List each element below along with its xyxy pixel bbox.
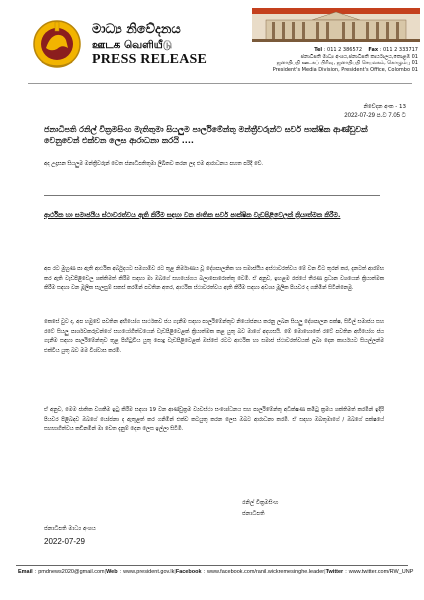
tel-label: Tel — [314, 47, 323, 53]
twitter-link[interactable]: www.twitter.com/RW_UNP — [348, 569, 414, 575]
signature-title: ජනාධිපති — [242, 511, 265, 517]
twitter-label: Twitter — [325, 569, 344, 575]
footer-email[interactable]: Email : pmdnews2020@gmail.com — [18, 569, 105, 575]
email-label: Email — [18, 569, 33, 575]
presidential-secretariat-building-icon — [252, 8, 420, 42]
section-divider — [44, 195, 380, 196]
issue-date: 2022-07-29 — [44, 537, 85, 546]
body-paragraph: අප රට මුහුණ පා ඇති ආර්ථික අර්බුදයට සමගාමීව රට තුළ නිර්මාණය වූ දේශපාලනික හා සමාජයීය අස්ථාවරත්වය මේ වන විට තුරන් කර, දැනටත් ආරම්භ කර ඇති වැඩපිළිවෙල ශක්තිමත් කිරීම සඳහා මා ඔබගේ සහයෝගය බලාපොරොත්තු වෙමි. ඒ අනුව, ඉහළම රජයේ තීරණ ප්‍රධාන වශයෙන් ක්‍රියාත්මක කිරීම සඳහා වන මූලික සැලසුම් සකස් කරමින් පවතින අතර, ආර්ථික ස්ථාවරත්වය ඇති කිරීම සඳහා අවශ්‍ය මූලික පියවර ද ගනිමින් සිටින්නෙමු. — [44, 266, 384, 292]
facebook-label: Facebook — [175, 569, 202, 575]
address-sinhala: ජනාධිපති මාධ්‍ය අංශය,ජනාධිපති කාර්යාලය,කොළඹ 01 — [300, 53, 418, 60]
section-title: ආර්ථික හා සමාජයීය ස්ථාවරත්වය ඇති කිරීම සඳහා වන ජාතික සර්ව පාක්ෂික වැඩපිළිවෙලක් ක්‍රියාත්මක කිරීම. — [44, 211, 341, 219]
intro-paragraph: අද උදෑසන සියලුම මන්ත්‍රීවරුන් වෙත ජනාධිපතිතුමා ලිඛිතව කරන ලද එම ආරාධනය පහත පරිදි වේ. — [44, 161, 264, 167]
masthead-title-tamil: ஊடக வெளியீடு — [92, 39, 173, 51]
release-number: නිවේදන අංක - 13 — [363, 104, 406, 110]
fax-number: 011 2 333717 — [383, 47, 418, 53]
signature-name: රනිල් වික්‍රමසිංහ — [242, 500, 279, 506]
email-link[interactable]: pmdnews2020@gmail.com — [38, 569, 105, 575]
document-title: ජනාධිපති රනිල් වික්‍රමසිංහ මැතිතුමා සියලුම පාර්ලිමේන්තු මන්ත්‍රීවරුන්ට සර්ව පාක්ෂික ආණ්ඩුවක් වෙනුවෙන් එක්වන ලෙස ආරාධනා කරයි .... — [44, 125, 368, 145]
body-paragraph: ඒ අනුව, මෙම ජාතික වගකීම ඉටු කිරීම සඳහා 19 වන ආණ්ඩුක්‍රම ව්‍යවස්ථා සංශෝධනය සහ පාර්ලිමේන්තු අධීක්ෂණ කමිටු ක්‍රමය ශක්තිමත් කරමින් ඉදිරි පියවර පිළිබඳව ඔබගේ යෝජනා ද ඇතුළත් කර ගනිමින් එක්ව කටයුතු කරන ලෙස ඔබට ආරාධනා කරමි. ඒ සඳහා ඔබතුමාගේ / ඔබගේ පක්ෂයේ සහභාගිත්වය කඩිනමින් මා වෙත දැනුම් දෙන ලෙස ඉල්ලා සිටිමි. — [44, 407, 384, 433]
facebook-link[interactable]: www.facebook.com/ranil.wickremesinghe.leader — [207, 569, 325, 575]
footer-twitter[interactable]: Twitter : www.twitter.com/RW_UNP — [325, 569, 414, 575]
body-paragraph: කෙසේ වුව ද, අප හමුවේ පවතින අභියෝග සාර්ථකව ජය ගැනීම සඳහා පාර්ලිමේන්තුව නියෝජනය කරනු ලබන සියලු දේශපාලන පක්ෂ, සිවිල් සමාජය සහ රටේ සියලු පාර්ශවකරුවන්ගේ සහයෝගීත්වයෙන් වැඩපිළිවෙළක් ක්‍රියාත්මක කළ යුතු බව මාගේ අදහසයි. මේ මොහොතේ රටේ පවතින අභියෝග ජය ගැනීම සඳහා පාර්ලිමේන්තුව තුළ පිහිටුවිය යුතු පොදු වැඩපිළිවෙළක් ඔස්සේ රටට ආර්ථික හා සමාජ ස්ථාවරත්වයක් ලබා දෙන කාර්යයට සියල්ලන්ම එක්විය යුතු බව මම විශ්වාස කරමි. — [44, 319, 384, 354]
fax-label: Fax — [368, 47, 379, 53]
masthead-title-english: PRESS RELEASE — [92, 52, 208, 67]
tel-number: 011 2 386572 — [327, 47, 363, 53]
masthead-title-sinhala: මාධ්‍ය නිවේදනය — [92, 22, 181, 37]
address-tamil: ஜனாதிபதி ஊடகப் பிரிவு, ஜனாதிபதி செயலகம், கொழும்பு 01 — [276, 60, 418, 67]
web-label: Web — [106, 569, 118, 575]
footer-separator: | — [324, 569, 326, 575]
footer-divider — [16, 565, 408, 566]
footer-separator: | — [174, 569, 176, 575]
sri-lanka-emblem-icon — [32, 18, 82, 70]
header-divider — [28, 83, 412, 84]
footer-web[interactable]: Web : www.president.gov.lk — [106, 569, 175, 575]
issuer-block — [44, 524, 96, 550]
contact-info: Tel : 011 2 386572 Fax : 011 2 333717 ජනාධිපති මාධ්‍ය අංශය,ජනාධිපති කාර්යාලය,කොළඹ 01 ஜனாதிபதி ஊடகப் பிரிவு, ஜனாதிபதி செயலகம், கொழும்பு 01 President's Media Division, President's Office, Colombo 01 — [238, 47, 418, 73]
signature-block — [242, 498, 278, 520]
issuer-name: ජනාධිපති මාධ්‍ය අංශය — [44, 526, 96, 532]
address-english: President's Media Division, President's Office, Colombo 01 — [272, 66, 418, 73]
release-reference — [344, 103, 406, 121]
footer-contacts — [18, 569, 412, 575]
press-release-masthead — [92, 22, 207, 68]
footer-separator: | — [104, 569, 107, 575]
footer-facebook[interactable]: Facebook : www.facebook.com/ranil.wickremesinghe.leader — [175, 569, 325, 575]
web-link[interactable]: www.president.gov.lk — [123, 569, 175, 575]
release-datetime: 2022-07-29 ප.ව 7.05 ට — [344, 113, 406, 119]
